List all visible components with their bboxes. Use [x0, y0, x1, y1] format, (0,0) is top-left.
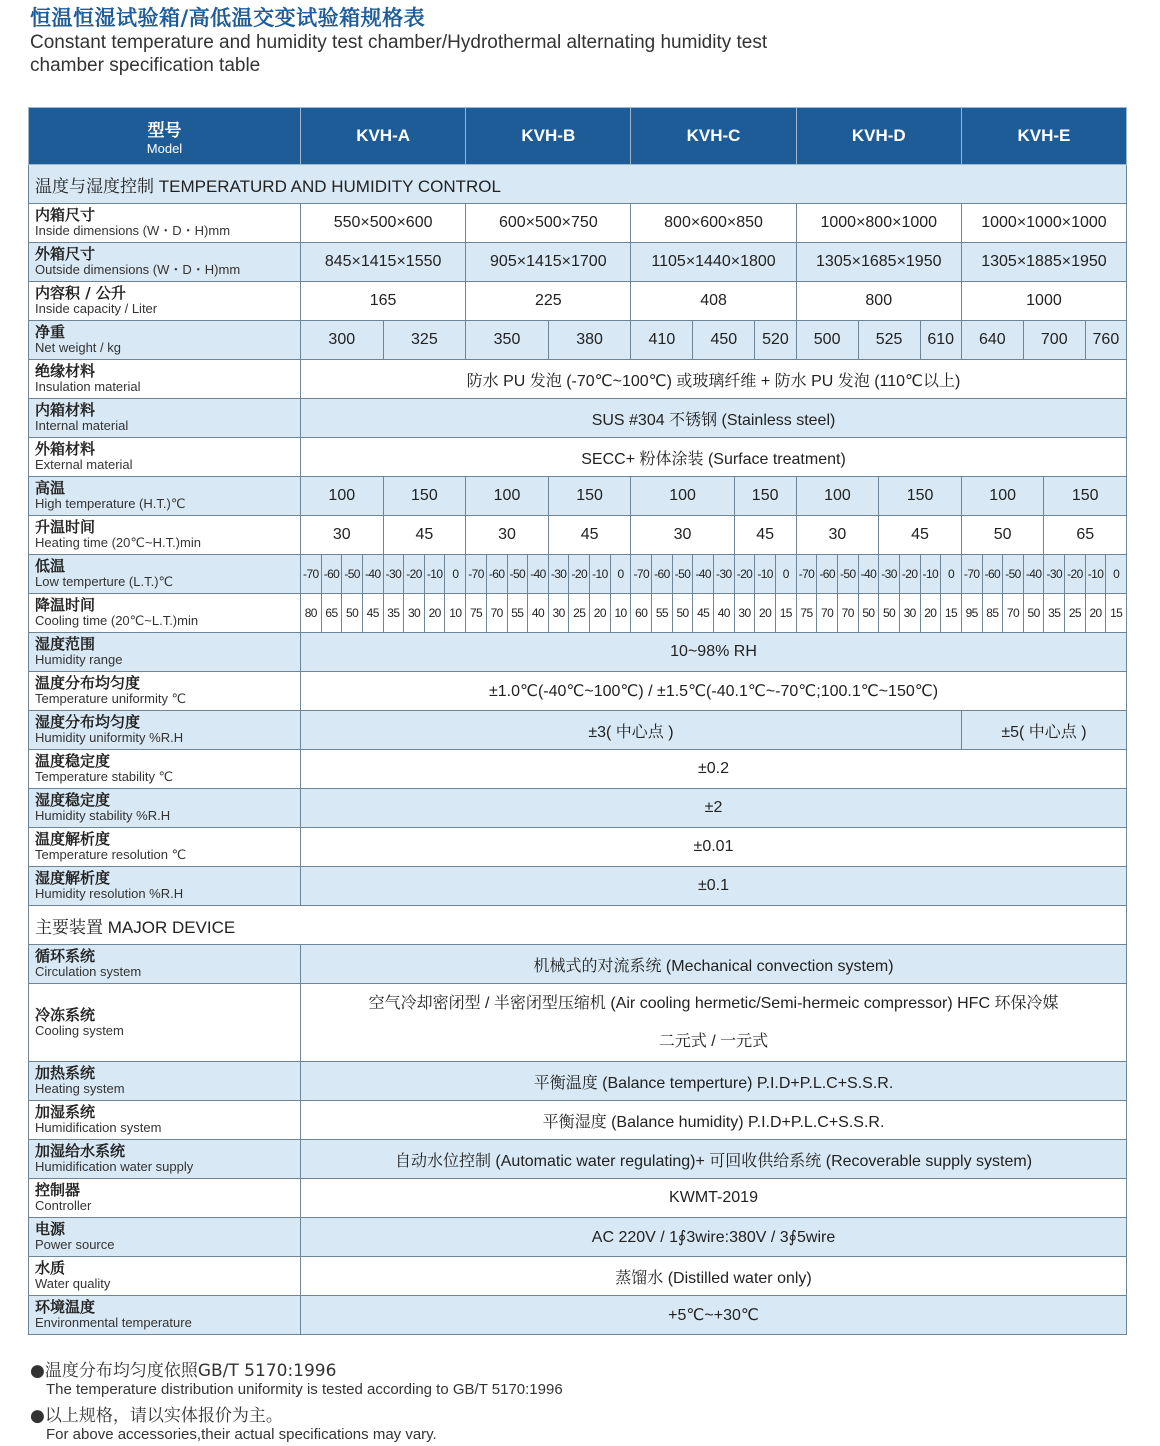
row-label-capacity — [29, 282, 301, 321]
table-header-row — [29, 108, 1127, 165]
value-cell: 65 — [321, 594, 342, 633]
row-label-en: Humidity uniformity %R.H — [35, 730, 184, 745]
value-cell: -50 — [507, 555, 528, 594]
row-label-en: Insulation material — [35, 379, 141, 394]
value-cell: -60 — [652, 555, 673, 594]
value-cell: -60 — [982, 555, 1003, 594]
value-cell: 380 — [548, 321, 631, 360]
row-label-temp_uniformity — [29, 672, 301, 711]
value-cell: 45 — [693, 594, 714, 633]
table-row-hum_stability — [29, 789, 1127, 828]
value-cell: 45 — [383, 516, 466, 555]
row-label-cooling_time — [29, 594, 301, 633]
value-cell: 20 — [1085, 594, 1106, 633]
value-cell: 45 — [879, 516, 962, 555]
table-row-humidity_range — [29, 633, 1127, 672]
table-row-circulation — [29, 945, 1127, 984]
row-label-en: Cooling system — [35, 1022, 124, 1038]
table-row-external — [29, 438, 1127, 477]
row-label-en: Inside dimensions (W・D・H)mm — [35, 223, 231, 238]
value-cell: 70 — [1003, 594, 1024, 633]
row-label-zh: 温度稳定度 — [35, 752, 111, 770]
value-cell: -30 — [1044, 555, 1065, 594]
value-cell: 35 — [383, 594, 404, 633]
table-row-water_supply — [29, 1140, 1127, 1179]
value-cell: 85 — [982, 594, 1003, 633]
row-label-low_temp — [29, 555, 301, 594]
table-row-power — [29, 1218, 1127, 1257]
row-label-inside_dim — [29, 204, 301, 243]
value-cell: 520 — [755, 321, 796, 360]
value-cell: -10 — [755, 555, 776, 594]
value-cell: 15 — [941, 594, 962, 633]
row-label-zh: 环境温度 — [35, 1298, 96, 1316]
value-cell: 10~98% RH — [301, 633, 1127, 672]
value-cell: 70 — [837, 594, 858, 633]
row-label-zh: 电源 — [35, 1220, 66, 1238]
value-cell: 55 — [507, 594, 528, 633]
table-row-env_temp — [29, 1296, 1127, 1335]
value-cell: 150 — [1044, 477, 1127, 516]
value-cell: -50 — [1003, 555, 1024, 594]
page-subtitle: Constant temperature and humidity test chamber/Hydrothermal alternating humidity test chamber specification table — [30, 32, 768, 76]
value-cell: 65 — [1044, 516, 1127, 555]
row-label-heating_time — [29, 516, 301, 555]
row-label-zh: 降温时间 — [35, 596, 96, 614]
value-cell: SECC+ 粉体涂装 (Surface treatment) — [301, 438, 1127, 477]
value-cell: 600×500×750 — [466, 204, 631, 243]
value-cell — [301, 984, 1127, 1062]
value-cell: 150 — [548, 477, 631, 516]
row-label-outside_dim — [29, 243, 301, 282]
value-cell: -40 — [693, 555, 714, 594]
model-column-header: KVH-B — [466, 108, 631, 165]
model-column-header: KVH-A — [301, 108, 466, 165]
row-label-en: Circulation system — [35, 964, 142, 979]
value-cell: 30 — [734, 594, 755, 633]
value-cell: -70 — [961, 555, 982, 594]
value-cell: 640 — [961, 321, 1023, 360]
row-label-temp_stability — [29, 750, 301, 789]
row-label-zh: 外箱材料 — [35, 440, 96, 458]
row-label-en: Heating time (20℃~H.T.)min — [35, 535, 201, 550]
value-cell: 0 — [610, 555, 631, 594]
value-cell: 525 — [858, 321, 920, 360]
section-title-major-device: 主要装置 MAJOR DEVICE — [29, 906, 1127, 945]
value-cell: 1000 — [961, 282, 1126, 321]
row-label-heating_system — [29, 1062, 301, 1101]
row-label-hum_stability — [29, 789, 301, 828]
value-cell: 30 — [404, 594, 425, 633]
table-row-net_weight — [29, 321, 1127, 360]
row-label-zh: 低温 — [35, 557, 66, 575]
row-label-zh: 湿度范围 — [35, 635, 96, 653]
row-label-zh: 加湿系统 — [35, 1103, 96, 1121]
specification-table — [28, 107, 1127, 1335]
value-cell: -60 — [486, 555, 507, 594]
value-cell: 1305×1885×1950 — [961, 243, 1126, 282]
row-label-external — [29, 438, 301, 477]
value-cell: ±0.1 — [301, 867, 1127, 906]
row-label-zh: 外箱尺寸 — [35, 245, 96, 263]
value-cell: -20 — [1065, 555, 1086, 594]
table-row-heating_time — [29, 516, 1127, 555]
row-label-en: Humidity range — [35, 652, 123, 667]
row-label-en: Environmental temperature — [35, 1315, 192, 1330]
value-cell: KWMT-2019 — [301, 1179, 1127, 1218]
value-cell: 70 — [817, 594, 838, 633]
value-cell: -50 — [672, 555, 693, 594]
value-cell: -70 — [301, 555, 322, 594]
row-label-humidification — [29, 1101, 301, 1140]
value-cell: -40 — [858, 555, 879, 594]
row-label-zh: 加湿给水系统 — [35, 1142, 126, 1160]
value-cell: 40 — [714, 594, 735, 633]
value-cell: +5℃~+30℃ — [301, 1296, 1127, 1335]
value-cell: 70 — [486, 594, 507, 633]
value-cell: -20 — [404, 555, 425, 594]
value-cell: 平衡温度 (Balance temperture) P.I.D+P.L.C+S.S.R. — [301, 1062, 1127, 1101]
row-label-en: Net weight / kg — [35, 340, 121, 355]
value-cell: 50 — [342, 594, 363, 633]
value-cell: 905×1415×1700 — [466, 243, 631, 282]
footnote-zh: ●以上规格，请以实体报价为主。 — [30, 1406, 283, 1426]
value-cell: 350 — [466, 321, 549, 360]
value-cell: 800×600×850 — [631, 204, 796, 243]
row-label-en: Humidity stability %R.H — [35, 808, 171, 823]
value-cell: 10 — [445, 594, 466, 633]
table-row-inside_dim — [29, 204, 1127, 243]
table-row-cooling_system — [29, 984, 1127, 1062]
row-label-zh: 湿度稳定度 — [35, 791, 111, 809]
value-cell: 80 — [301, 594, 322, 633]
value-cell: -20 — [734, 555, 755, 594]
value-cell: 1000×800×1000 — [796, 204, 961, 243]
value-cell: 100 — [796, 477, 879, 516]
table-row-capacity — [29, 282, 1127, 321]
row-label-en: Humidification system — [35, 1120, 162, 1135]
value-cell: -40 — [362, 555, 383, 594]
value-cell: 100 — [631, 477, 734, 516]
value-cell: 50 — [1023, 594, 1044, 633]
value-cell: 0 — [1106, 555, 1127, 594]
value-cell: -70 — [466, 555, 487, 594]
specification-table-body — [29, 108, 1127, 1335]
value-cell: 700 — [1023, 321, 1085, 360]
section-header-row — [29, 165, 1127, 204]
value-cell: 蒸馏水 (Distilled water only) — [301, 1257, 1127, 1296]
value-cell: 25 — [569, 594, 590, 633]
value-cell: 1000×1000×1000 — [961, 204, 1126, 243]
value-cell: 410 — [631, 321, 693, 360]
value-cell: 20 — [424, 594, 445, 633]
value-cell: 20 — [755, 594, 776, 633]
row-label-water_supply — [29, 1140, 301, 1179]
value-cell: 1305×1685×1950 — [796, 243, 961, 282]
row-label-temp_resolution — [29, 828, 301, 867]
value-cell: 50 — [858, 594, 879, 633]
value-cell: 55 — [652, 594, 673, 633]
table-row-controller — [29, 1179, 1127, 1218]
value-cell: -30 — [879, 555, 900, 594]
row-label-zh: 内容积 / 公升 — [35, 284, 126, 302]
value-cell: 95 — [961, 594, 982, 633]
row-label-en: Water quality — [35, 1276, 111, 1291]
value-cell: 75 — [466, 594, 487, 633]
footnote-zh: ●温度分布均匀度依照GB/T 5170:1996 — [30, 1361, 337, 1381]
section-title-temp-humidity: 温度与湿度控制 TEMPERATURD AND HUMIDITY CONTROL — [29, 165, 1127, 204]
table-row-heating_system — [29, 1062, 1127, 1101]
value-cell: 150 — [383, 477, 466, 516]
value-cell: 60 — [631, 594, 652, 633]
model-column-header: KVH-E — [961, 108, 1126, 165]
row-label-en: Cooling time (20℃~L.T.)min — [35, 613, 199, 628]
value-cell: 45 — [548, 516, 631, 555]
table-row-water_quality — [29, 1257, 1127, 1296]
value-cell: 100 — [466, 477, 549, 516]
value-cell: 300 — [301, 321, 384, 360]
row-label-en: Temperature resolution ℃ — [35, 847, 187, 862]
value-cell: 45 — [362, 594, 383, 633]
value-cell: 30 — [796, 516, 879, 555]
value-cell: 100 — [301, 477, 384, 516]
value-cell: 40 — [528, 594, 549, 633]
row-label-zh: 加热系统 — [35, 1064, 96, 1082]
value-cell: ±2 — [301, 789, 1127, 828]
table-row-temp_resolution — [29, 828, 1127, 867]
row-label-en: Humidity resolution %R.H — [35, 886, 184, 901]
row-label-controller — [29, 1179, 301, 1218]
value-cell: 408 — [631, 282, 796, 321]
table-row-high_temp — [29, 477, 1127, 516]
value-cell: SUS #304 不锈钢 (Stainless steel) — [301, 399, 1127, 438]
value-cell: -10 — [424, 555, 445, 594]
row-label-zh: 升温时间 — [35, 518, 96, 536]
row-label-water_quality — [29, 1257, 301, 1296]
value-cell: 30 — [548, 594, 569, 633]
model-column-header: KVH-D — [796, 108, 961, 165]
table-row-internal — [29, 399, 1127, 438]
table-row-cooling_time — [29, 594, 1127, 633]
row-label-zh: 净重 — [35, 323, 66, 341]
model-header-cell — [29, 108, 301, 165]
value-cell: 45 — [734, 516, 796, 555]
value-cell: 15 — [775, 594, 796, 633]
row-label-en: Heating system — [35, 1081, 125, 1096]
value-cell: 20 — [920, 594, 941, 633]
row-label-zh: 湿度分布均匀度 — [35, 713, 141, 731]
row-label-power — [29, 1218, 301, 1257]
row-label-en: Internal material — [35, 418, 129, 433]
value-cell: 0 — [775, 555, 796, 594]
row-label-zh: 温度解析度 — [35, 830, 111, 848]
footnote-en: The temperature distribution uniformity is tested according to GB/T 5170:1996 — [46, 1381, 563, 1398]
value-cell: 325 — [383, 321, 466, 360]
value-cell: 50 — [961, 516, 1044, 555]
footnote-en: For above accessories,their actual specifications may vary. — [46, 1426, 437, 1443]
value-cell: 30 — [301, 516, 384, 555]
table-row-low_temp — [29, 555, 1127, 594]
value-cell: -60 — [321, 555, 342, 594]
row-label-en: Power source — [35, 1237, 115, 1252]
value-cell: 760 — [1085, 321, 1126, 360]
row-label-circulation — [29, 945, 301, 984]
value-cell: ±5( 中心点 ) — [961, 711, 1126, 750]
page-title: 恒温恒湿试验箱/高低温交变试验箱规格表 — [30, 6, 426, 30]
row-label-zh: 循环系统 — [35, 947, 96, 965]
row-label-en: Inside capacity / Liter — [35, 301, 158, 316]
row-label-cooling_system — [29, 984, 301, 1062]
value-cell: 610 — [920, 321, 961, 360]
value-cell: 20 — [590, 594, 611, 633]
row-label-zh: 控制器 — [35, 1181, 81, 1199]
value-cell: 10 — [610, 594, 631, 633]
value-cell: AC 220V / 1∮3wire:380V / 3∮5wire — [301, 1218, 1127, 1257]
row-label-en: Temperature stability ℃ — [35, 769, 174, 784]
value-cell: 845×1415×1550 — [301, 243, 466, 282]
table-row-insulation — [29, 360, 1127, 399]
value-cell: -40 — [1023, 555, 1044, 594]
value-cell: -70 — [796, 555, 817, 594]
row-label-en: Temperature uniformity ℃ — [35, 691, 187, 706]
value-cell: 450 — [693, 321, 755, 360]
row-label-en: High temperature (H.T.)℃ — [35, 496, 186, 511]
value-cell: 防水 PU 发泡 (-70℃~100℃) 或玻璃纤维 + 防水 PU 发泡 (110℃以上) — [301, 360, 1127, 399]
value-cell: 30 — [899, 594, 920, 633]
value-cell: -50 — [837, 555, 858, 594]
table-row-humidification — [29, 1101, 1127, 1140]
row-label-en: Low temperture (L.T.)℃ — [35, 574, 174, 589]
value-cell: ±0.01 — [301, 828, 1127, 867]
value-cell: 225 — [466, 282, 631, 321]
row-label-en: Controller — [35, 1198, 92, 1213]
value-cell: 50 — [879, 594, 900, 633]
value-cell: 165 — [301, 282, 466, 321]
row-label-zh: 绝缘材料 — [35, 362, 96, 380]
row-label-zh: 温度分布均匀度 — [35, 674, 141, 692]
value-cell: 500 — [796, 321, 858, 360]
value-cell: 1105×1440×1800 — [631, 243, 796, 282]
value-cell: -30 — [714, 555, 735, 594]
model-header-en: Model — [146, 141, 183, 156]
row-label-zh: 内箱尺寸 — [35, 206, 96, 224]
row-label-hum_resolution — [29, 867, 301, 906]
table-row-hum_uniformity — [29, 711, 1127, 750]
table-row-outside_dim — [29, 243, 1127, 282]
value-cell: 15 — [1106, 594, 1127, 633]
row-label-zh: 内箱材料 — [35, 401, 96, 419]
value-cell: 75 — [796, 594, 817, 633]
row-label-high_temp — [29, 477, 301, 516]
row-label-en: Humidification water supply — [35, 1159, 194, 1174]
value-cell: 50 — [672, 594, 693, 633]
value-cell: ±1.0℃(-40℃~100℃) / ±1.5℃(-40.1℃~-70℃;100.1℃~150℃) — [301, 672, 1127, 711]
value-cell: 150 — [734, 477, 796, 516]
value-cell: -60 — [817, 555, 838, 594]
row-label-zh: 冷冻系统 — [35, 1005, 96, 1024]
value-cell: 0 — [445, 555, 466, 594]
row-label-insulation — [29, 360, 301, 399]
value-cell: 150 — [879, 477, 962, 516]
value-cell: 0 — [941, 555, 962, 594]
value-cell: -10 — [1085, 555, 1106, 594]
table-row-hum_resolution — [29, 867, 1127, 906]
row-label-humidity_range — [29, 633, 301, 672]
row-label-env_temp — [29, 1296, 301, 1335]
row-label-net_weight — [29, 321, 301, 360]
value-cell: -40 — [528, 555, 549, 594]
value-cell: 30 — [466, 516, 549, 555]
value-cell: ±3( 中心点 ) — [301, 711, 962, 750]
footnotes — [30, 1356, 1130, 1446]
value-cell: -10 — [920, 555, 941, 594]
value-cell: 自动水位控制 (Automatic water regulating)+ 可回收供给系统 (Recoverable supply system) — [301, 1140, 1127, 1179]
table-row-temp_uniformity — [29, 672, 1127, 711]
row-label-zh: 水质 — [35, 1259, 66, 1277]
row-label-en: External material — [35, 457, 133, 472]
row-label-zh: 湿度解析度 — [35, 869, 111, 887]
value-cell: -10 — [590, 555, 611, 594]
section-header-row — [29, 906, 1127, 945]
value-cell: 机械式的对流系统 (Mechanical convection system) — [301, 945, 1127, 984]
row-label-en: Outside dimensions (W・D・H)mm — [35, 262, 241, 277]
cooling-system-line1: 空气冷却密闭型 / 半密闭型压缩机 (Air cooling hermetic/Semi-hermeic compressor) HFC 环保冷媒 — [368, 994, 1059, 1012]
value-cell: 800 — [796, 282, 961, 321]
value-cell: -30 — [548, 555, 569, 594]
value-cell: -30 — [383, 555, 404, 594]
model-header-zh: 型号 — [147, 121, 182, 141]
value-cell: 35 — [1044, 594, 1065, 633]
value-cell: -20 — [899, 555, 920, 594]
value-cell: 550×500×600 — [301, 204, 466, 243]
value-cell: 30 — [631, 516, 734, 555]
value-cell: -50 — [342, 555, 363, 594]
value-cell: 平衡湿度 (Balance humidity) P.I.D+P.L.C+S.S.R. — [301, 1101, 1127, 1140]
value-cell: -20 — [569, 555, 590, 594]
table-row-temp_stability — [29, 750, 1127, 789]
value-cell: 25 — [1065, 594, 1086, 633]
row-label-hum_uniformity — [29, 711, 301, 750]
model-column-header: KVH-C — [631, 108, 796, 165]
cooling-system-line2: 二元式 / 一元式 — [658, 1032, 769, 1050]
value-cell: 100 — [961, 477, 1044, 516]
value-cell: -70 — [631, 555, 652, 594]
row-label-internal — [29, 399, 301, 438]
row-label-zh: 高温 — [35, 479, 66, 497]
value-cell: ±0.2 — [301, 750, 1127, 789]
